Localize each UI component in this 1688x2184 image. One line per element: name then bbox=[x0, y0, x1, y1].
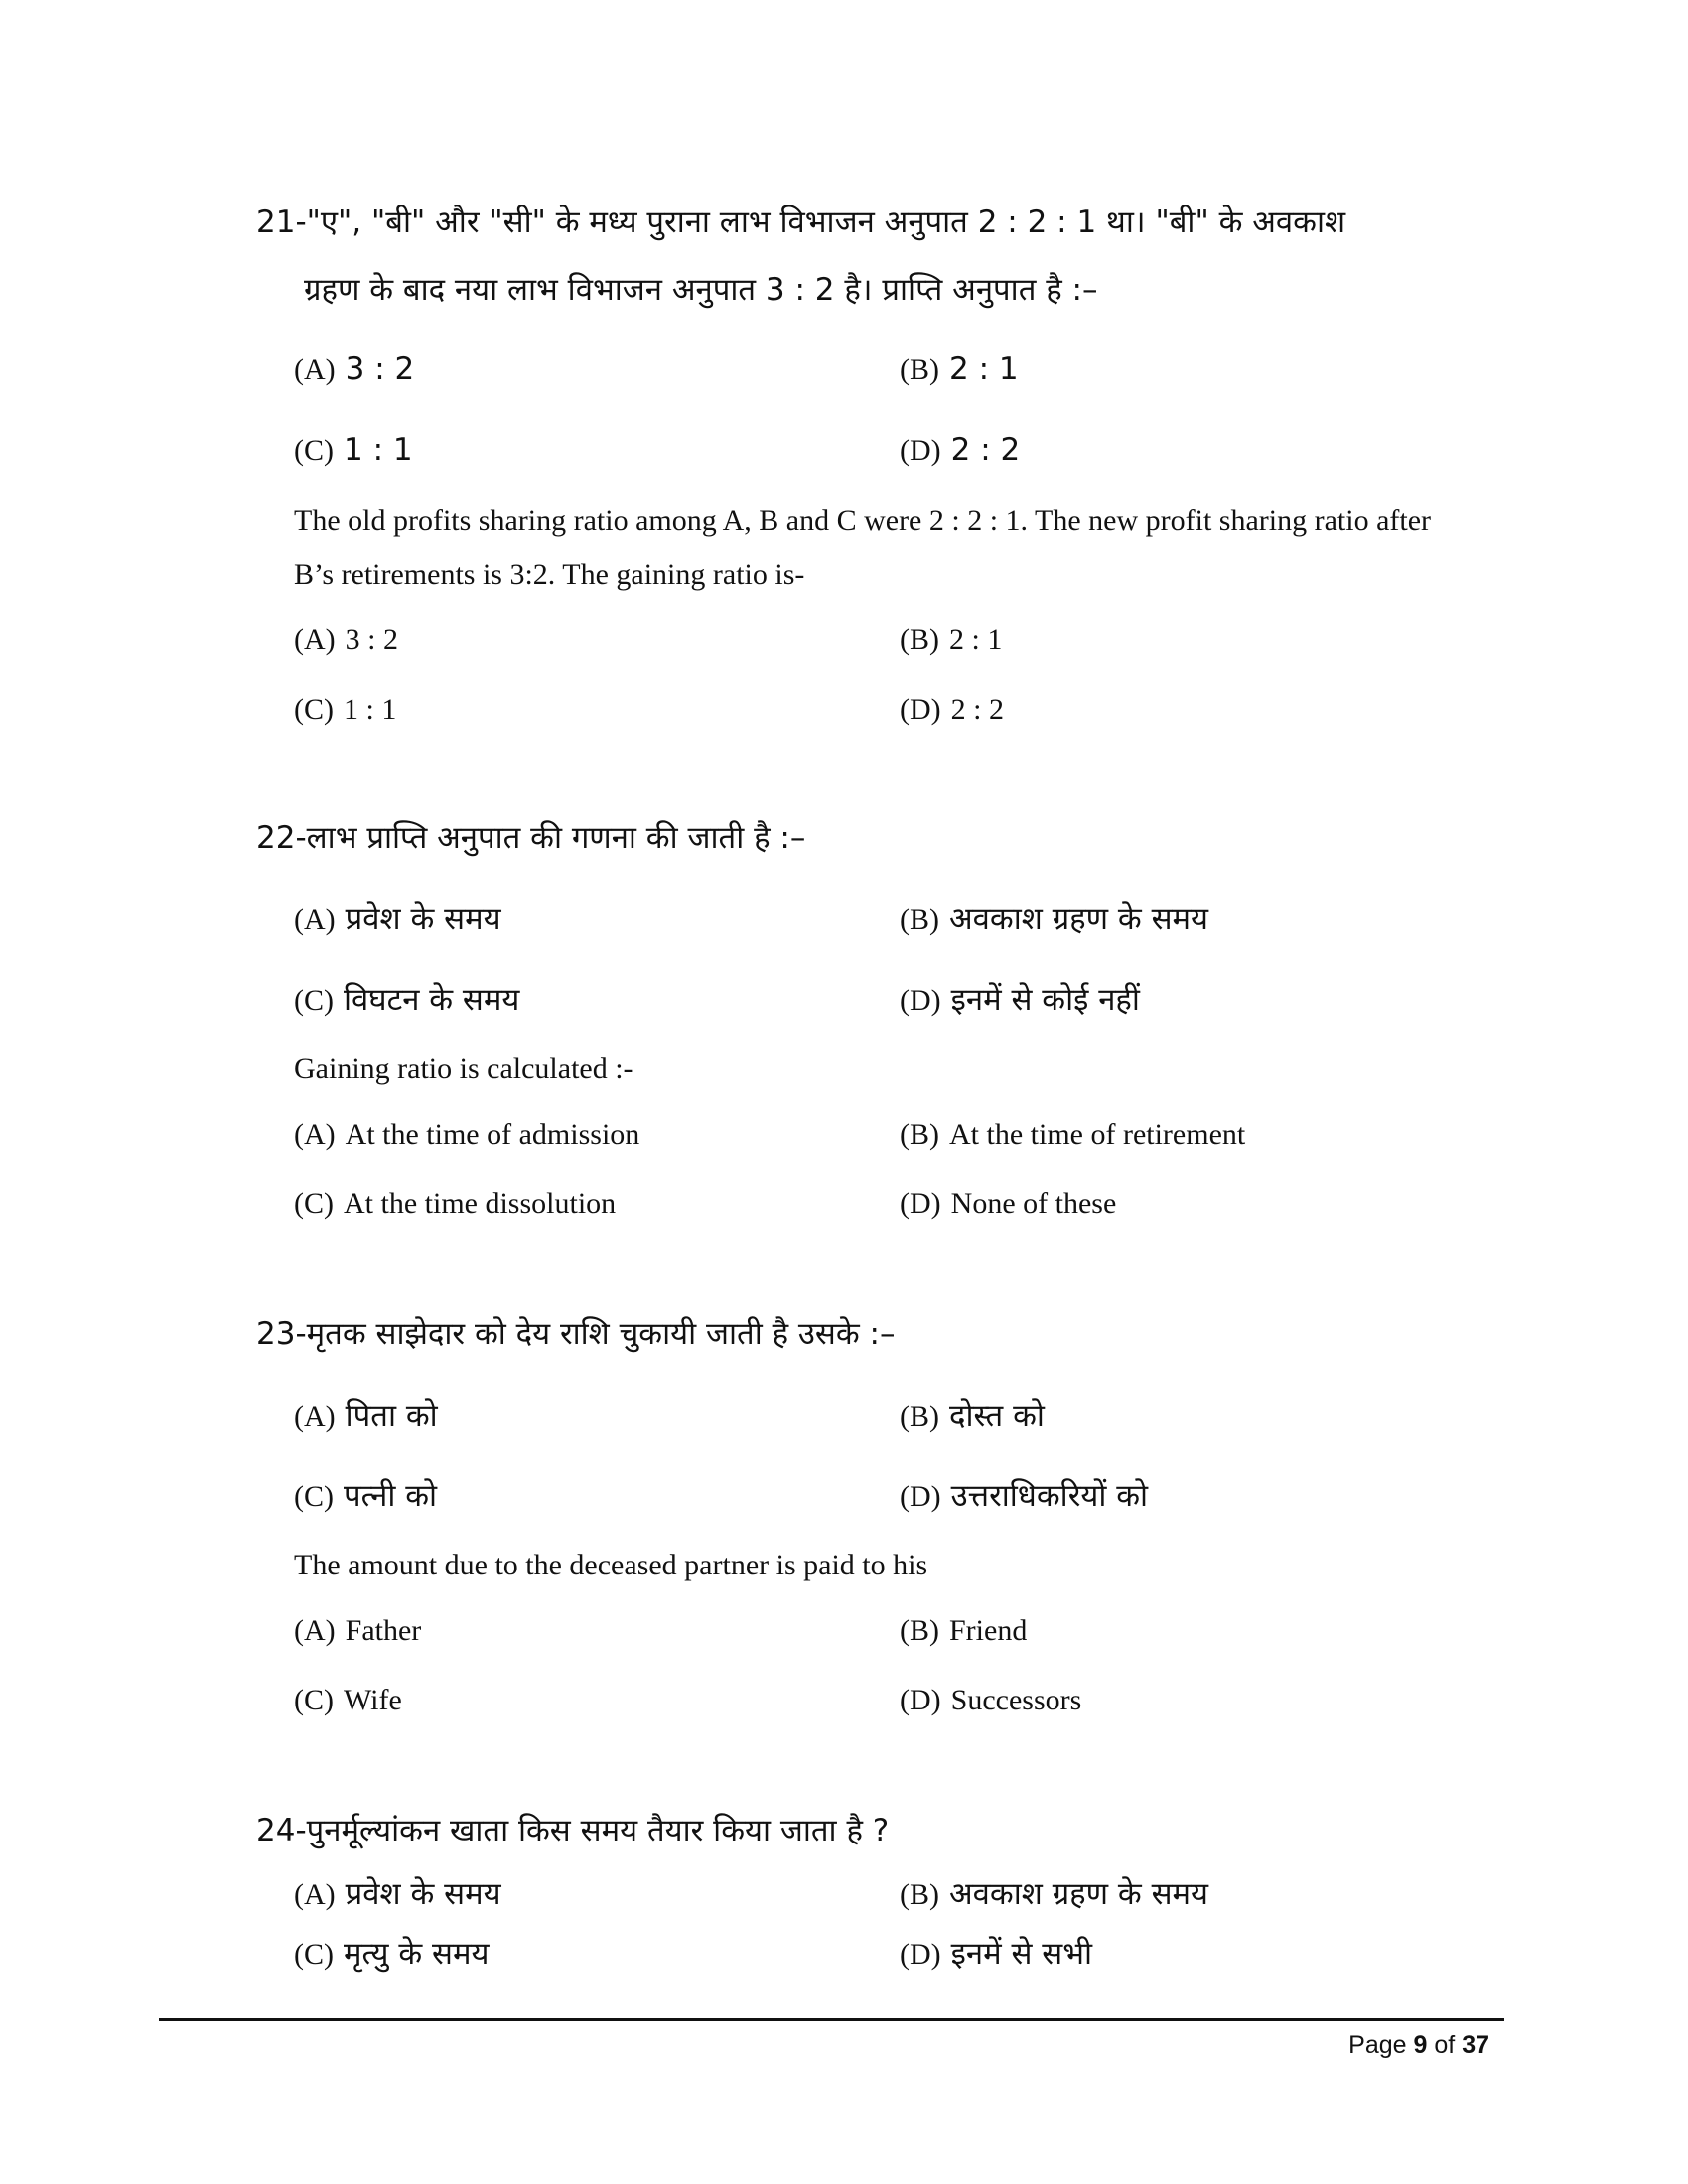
option-d bbox=[900, 1924, 1495, 1983]
option-label: (A) bbox=[294, 903, 336, 936]
option-label: (D) bbox=[900, 1938, 941, 1971]
question-24-hindi-text bbox=[256, 1797, 1497, 1864]
question-22-english-text bbox=[256, 1042, 1497, 1096]
option-text: 2 : 1 bbox=[949, 623, 1003, 656]
question-text-line: ग्रहण के बाद नया लाभ विभाजन अनुपात 3 : 2 है। प्राप्ति अनुपात है :– bbox=[304, 272, 1098, 308]
option-label: (D) bbox=[900, 1480, 941, 1513]
question-21 bbox=[256, 189, 1497, 745]
question-text-line: लाभ प्राप्ति अनुपात की गणना की जाती है :– bbox=[306, 820, 806, 856]
option-text: Father bbox=[345, 1614, 422, 1647]
option-text: Wife bbox=[344, 1684, 402, 1716]
option-c bbox=[294, 675, 900, 745]
question-21-english-text bbox=[256, 494, 1497, 602]
option-text: विघटन के समय bbox=[344, 982, 520, 1018]
option-text: At the time of admission bbox=[345, 1118, 640, 1151]
option-a bbox=[294, 330, 900, 410]
option-c bbox=[294, 1924, 900, 1983]
question-21-english-options bbox=[294, 606, 1497, 745]
option-d bbox=[900, 960, 1495, 1040]
option-a bbox=[294, 880, 900, 960]
question-24 bbox=[256, 1797, 1497, 1983]
option-label: (C) bbox=[294, 984, 334, 1017]
question-number: 22- bbox=[256, 820, 307, 856]
question-21-hindi-options bbox=[294, 330, 1497, 490]
option-label: (A) bbox=[294, 1614, 336, 1647]
option-label: (B) bbox=[900, 1118, 939, 1151]
option-label: (D) bbox=[900, 1684, 941, 1716]
option-label: (A) bbox=[294, 353, 336, 386]
option-label: (D) bbox=[900, 1187, 941, 1220]
option-text: 3 : 2 bbox=[345, 623, 398, 656]
question-text-line: The old profits sharing ratio among A, B and C were 2 : 2 : 1. The new profit sharing ratio after bbox=[294, 504, 1432, 537]
question-text-line: पुनर्मूल्यांकन खाता किस समय तैयार किया जाता है ? bbox=[306, 1813, 890, 1848]
question-24-hindi-options bbox=[294, 1864, 1497, 1983]
option-text: अवकाश ग्रहण के समय bbox=[949, 901, 1209, 937]
question-number: 23- bbox=[256, 1316, 307, 1352]
option-d bbox=[900, 675, 1495, 745]
option-text: 2 : 2 bbox=[950, 693, 1004, 726]
option-label: (B) bbox=[900, 353, 939, 386]
option-label: (C) bbox=[294, 1187, 334, 1220]
option-a bbox=[294, 1376, 900, 1456]
option-text: At the time of retirement bbox=[949, 1118, 1246, 1151]
question-22-hindi-text bbox=[256, 804, 1497, 872]
option-label: (A) bbox=[294, 1400, 336, 1433]
option-text: At the time dissolution bbox=[344, 1187, 617, 1220]
option-text: प्रवेश के समय bbox=[345, 1876, 501, 1912]
option-text: पिता को bbox=[345, 1398, 438, 1433]
option-text: Successors bbox=[950, 1684, 1082, 1716]
option-b bbox=[900, 1596, 1495, 1666]
page-total: 37 bbox=[1462, 2031, 1489, 2059]
option-b bbox=[900, 330, 1495, 410]
option-label: (B) bbox=[900, 623, 939, 656]
option-text: इनमें से सभी bbox=[950, 1936, 1093, 1972]
option-text: मृत्यु के समय bbox=[344, 1936, 490, 1972]
question-number: 24- bbox=[256, 1813, 307, 1848]
option-b bbox=[900, 606, 1495, 675]
option-label: (C) bbox=[294, 1938, 334, 1971]
option-text: अवकाश ग्रहण के समय bbox=[949, 1876, 1209, 1912]
option-text: इनमें से कोई नहीं bbox=[950, 982, 1140, 1018]
option-d bbox=[900, 410, 1495, 490]
option-b bbox=[900, 880, 1495, 960]
option-text: उत्तराधिकरियों को bbox=[950, 1478, 1149, 1514]
option-label: (C) bbox=[294, 434, 334, 467]
footer-divider bbox=[159, 2018, 1504, 2021]
question-22-hindi-options bbox=[294, 880, 1497, 1040]
option-label: (D) bbox=[900, 984, 941, 1017]
option-text: 2 : 2 bbox=[950, 432, 1021, 468]
question-23 bbox=[256, 1300, 1497, 1735]
option-label: (B) bbox=[900, 903, 939, 936]
question-23-hindi-options bbox=[294, 1376, 1497, 1537]
option-label: (A) bbox=[294, 1118, 336, 1151]
option-text: 1 : 1 bbox=[344, 693, 397, 726]
option-label: (B) bbox=[900, 1878, 939, 1911]
question-text-line: "ए", "बी" और "सी" के मध्य पुराना लाभ विभाजन अनुपात 2 : 2 : 1 था। "बी" के अवकाश bbox=[306, 205, 1346, 240]
option-b bbox=[900, 1864, 1495, 1924]
option-text: प्रवेश के समय bbox=[345, 901, 501, 937]
page-prefix: Page bbox=[1348, 2031, 1407, 2059]
option-label: (A) bbox=[294, 1878, 336, 1911]
option-a bbox=[294, 1100, 900, 1169]
question-22 bbox=[256, 804, 1497, 1239]
question-text-line: The amount due to the deceased partner is paid to his bbox=[294, 1549, 928, 1581]
option-d bbox=[900, 1169, 1495, 1239]
question-text-line: Gaining ratio is calculated :- bbox=[294, 1052, 633, 1085]
option-label: (C) bbox=[294, 693, 334, 726]
option-label: (D) bbox=[900, 434, 941, 467]
question-number: 21- bbox=[256, 205, 307, 240]
option-text: पत्नी को bbox=[344, 1478, 438, 1514]
option-c bbox=[294, 960, 900, 1040]
option-label: (D) bbox=[900, 693, 941, 726]
option-a bbox=[294, 606, 900, 675]
question-21-hindi-text bbox=[256, 189, 1497, 324]
option-c bbox=[294, 1456, 900, 1537]
option-c bbox=[294, 1666, 900, 1735]
option-d bbox=[900, 1666, 1495, 1735]
page-current: 9 bbox=[1413, 2031, 1428, 2059]
page-of: of bbox=[1434, 2031, 1456, 2059]
question-22-english-options bbox=[294, 1100, 1497, 1239]
option-text: None of these bbox=[950, 1187, 1117, 1220]
question-23-hindi-text bbox=[256, 1300, 1497, 1368]
option-label: (C) bbox=[294, 1684, 334, 1716]
option-b bbox=[900, 1100, 1495, 1169]
question-23-english-text bbox=[256, 1539, 1497, 1592]
option-text: 3 : 2 bbox=[345, 351, 415, 387]
option-a bbox=[294, 1596, 900, 1666]
option-d bbox=[900, 1456, 1495, 1537]
page-number bbox=[1348, 2031, 1489, 2060]
question-text-line: B’s retirements is 3:2. The gaining ratio is- bbox=[294, 558, 805, 591]
option-text: Friend bbox=[949, 1614, 1028, 1647]
option-c bbox=[294, 410, 900, 490]
question-text-line: मृतक साझेदार को देय राशि चुकायी जाती है उसके :– bbox=[306, 1316, 896, 1352]
option-c bbox=[294, 1169, 900, 1239]
option-a bbox=[294, 1864, 900, 1924]
option-text: 2 : 1 bbox=[949, 351, 1019, 387]
option-text: 1 : 1 bbox=[344, 432, 413, 468]
option-b bbox=[900, 1376, 1495, 1456]
option-label: (B) bbox=[900, 1400, 939, 1433]
option-label: (C) bbox=[294, 1480, 334, 1513]
option-text: दोस्त को bbox=[949, 1398, 1045, 1433]
option-label: (A) bbox=[294, 623, 336, 656]
option-label: (B) bbox=[900, 1614, 939, 1647]
question-23-english-options bbox=[294, 1596, 1497, 1735]
